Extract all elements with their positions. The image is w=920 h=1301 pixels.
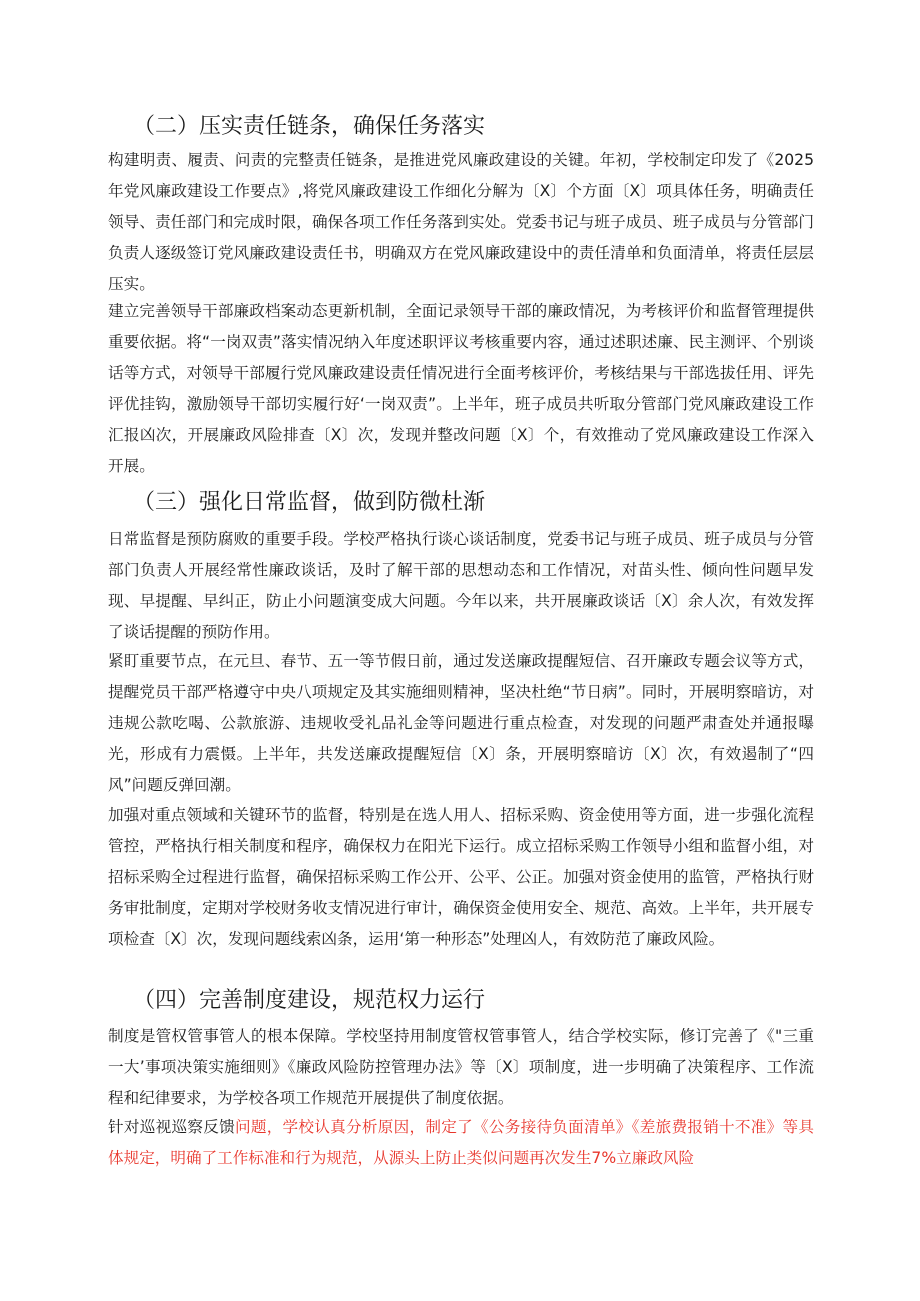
paragraph-institution-building: 制度是管权管事管人的根本保障。学校坚持用制度管权管事管人，结合学校实际，修订完善了《"三重一大’事项决策实施细则》《廉政风险防控管理办法》等〔X〕项制度，进一步明确了决策程序、工作流程和纪律要求，为学校各项工作规范开展提供了制度依据。 bbox=[108, 1027, 814, 1107]
inspection-feedback-prefix: 针对巡视巡察反馈 bbox=[108, 1118, 235, 1136]
section-heading-3: （三）强化日常监督，做到防微杜渐 bbox=[133, 490, 486, 515]
paragraph-daily-supervision: 日常监督是预防腐败的重要手段。学校严格执行谈心谈话制度，党委书记与班子成员、班子成员与分管部门负责人开展经常性廉政谈话，及时了解干部的思想动态和工作情况，对苗头性、倾向性问题早发现、早提醒、早纠正，防止小问题演变成大问题。今年以来，共开展廉政谈话〔X〕余人次，有效发挥了谈话提醒的预防作用。 bbox=[108, 530, 814, 641]
inspection-feedback-highlight: 问题，学校认真分析原因，制定了《公务接待负面清单》《差旅费报销十不准》等具体规定，明确了工作标准和行为规范，从源头上防止类似问题再次发生7%立廉政风险 bbox=[108, 1118, 814, 1167]
paragraph-key-areas: 加强对重点领域和关键环节的监督，特别是在选人用人、招标采购、资金使用等方面，进一步强化流程管控，严格执行相关制度和程序，确保权力在阳光下运行。成立招标采购工作领导小组和监督小组，对招标采购全过程进行监督，确保招标采购工作公开、公平、公正。加强对资金使用的监管，严格执行财务审批制度，定期对学校财务收支情况进行审计，确保资金使用安全、规范、高效。上半年，共开展专项检查〔X〕次，发现问题线索凶条，运用‘第一种形态”处理凶人，有效防范了廉政风险。 bbox=[108, 806, 814, 948]
paragraph-responsibility-chain: 构建明责、履责、问责的完整责任链条，是推进党风廉政建设的关键。年初，学校制定印发了《2025年党风廉政建设工作要点》,将党风廉政建设工作细化分解为〔X〕个方面〔X〕项具体任务，明确责任领导、责任部门和完成时限，确保各项工作任务落到实处。党委书记与班子成员、班子成员与分管部门负责人逐级签订党风廉政建设责任书，明确双方在党风廉政建设中的责任清单和负面清单，将责任层层压实。 bbox=[108, 151, 814, 293]
section-heading-2: （二）压实责任链条，确保任务落实 bbox=[133, 114, 486, 139]
paragraph-integrity-archive: 建立完善领导干部廉政档案动态更新机制，全面记录领导干部的廉政情况，为考核评价和监督管理提供重要依据。将“一岗双责”落实情况纳入年度述职评议考核重要内容，通过述职述廉、民主测评、个别谈话等方式，对领导干部履行党风廉政建设责任情况进行全面考核评价，考核结果与干部选拔任用、评先评优挂钩，激励领导干部切实履行好‘一岗双责”。上半年，班子成员共听取分管部门党风廉政建设工作汇报凶次，开展廉政风险排查〔X〕次，发现并整改问题〔X〕个，有效推动了党风廉政建设工作深入开展。 bbox=[108, 302, 814, 475]
paragraph-key-festivals: 紧盯重要节点，在元旦、春节、五一等节假日前，通过发送廉政提醒短信、召开廉政专题会议等方式，提醒党员干部严格遵守中央八项规定及其实施细则精神，坚决杜绝“节日病”。同时，开展明察暗访，对违规公款吃喝、公款旅游、违规收受礼品礼金等问题进行重点检查，对发现的问题严肃查处并通报曝光，形成有力震慑。上半年，共发送廉政提醒短信〔X〕条，开展明察暗访〔X〕次，有效遏制了“四风”问题反弹回潮。 bbox=[108, 652, 814, 794]
paragraph-inspection-feedback bbox=[108, 1112, 814, 1174]
section-heading-4: （四）完善制度建设，规范权力运行 bbox=[133, 988, 486, 1013]
